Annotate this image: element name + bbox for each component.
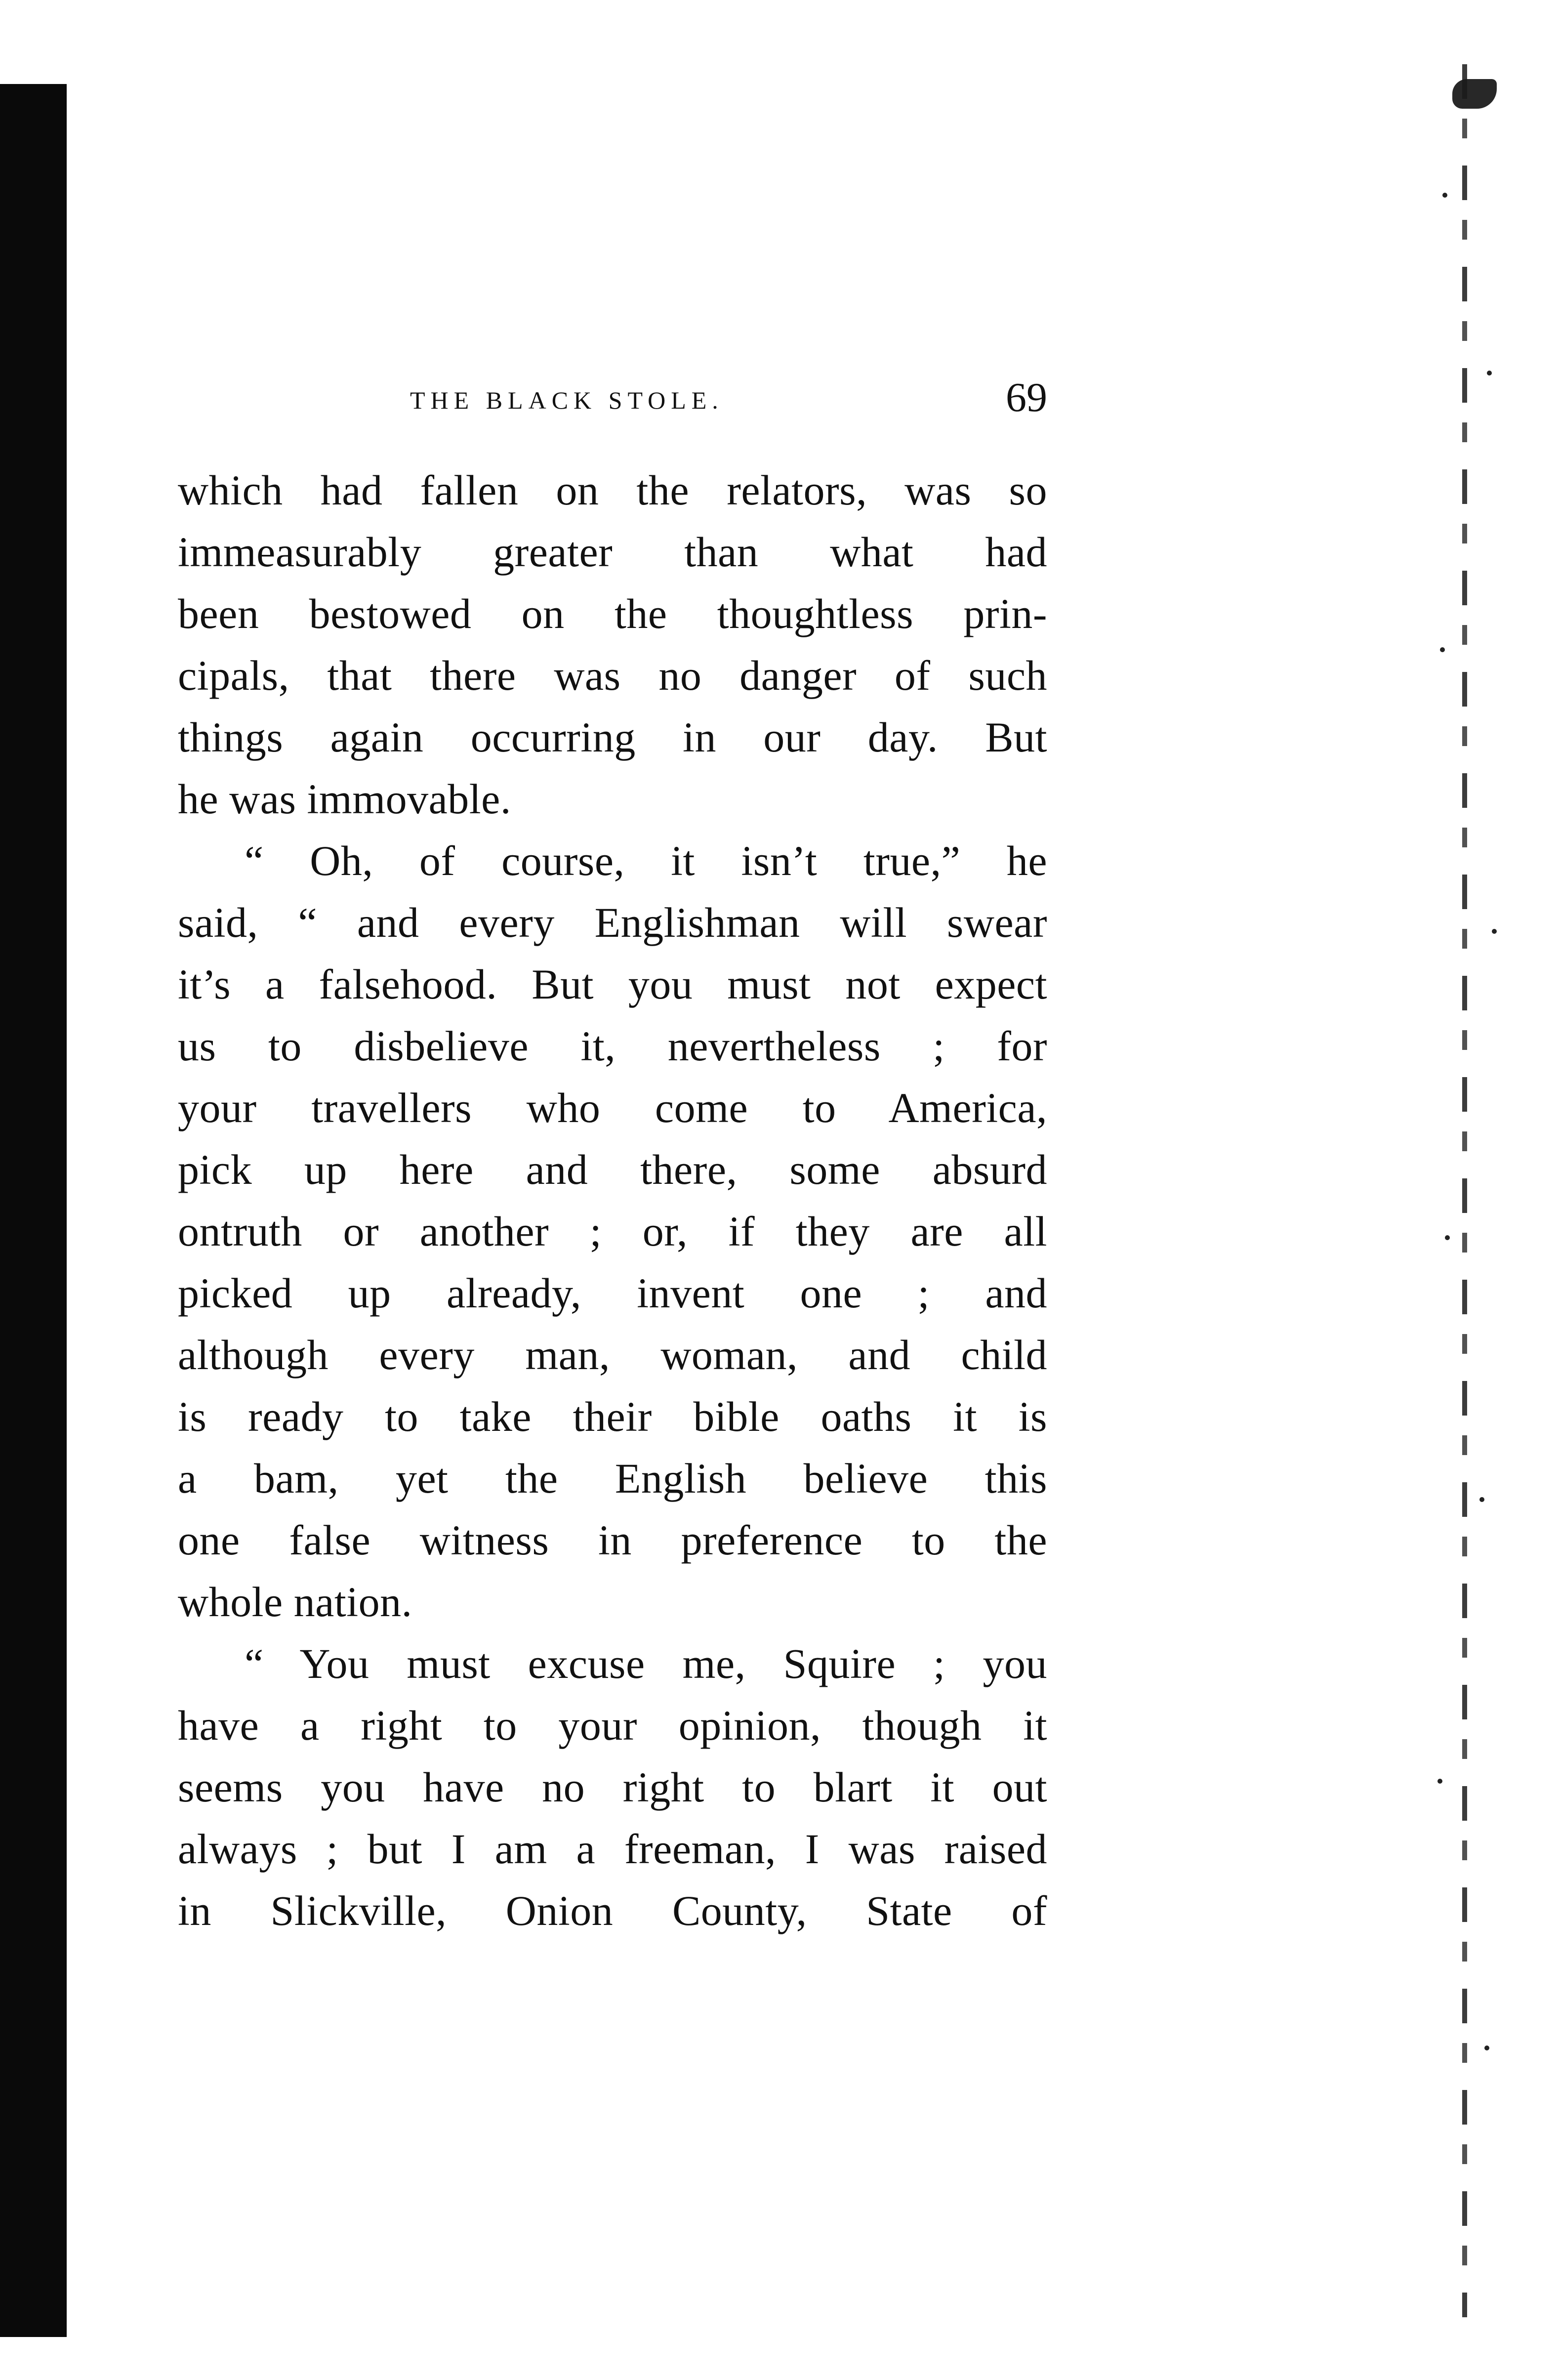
text-line: “ Oh, of course, it isn’t true,” he xyxy=(245,837,1047,884)
text-line: is ready to take their bible oaths it is xyxy=(178,1393,1047,1440)
text-line: although every man, woman, and child xyxy=(178,1331,1047,1378)
ink-blot xyxy=(1452,79,1497,109)
text-line: ontruth or another ; or, if they are all xyxy=(178,1208,1047,1255)
running-title: THE BLACK STOLE. xyxy=(410,386,724,414)
speck xyxy=(1445,1235,1450,1240)
binding-shadow xyxy=(0,84,67,2337)
text-line: cipals, that there was no danger of such xyxy=(178,652,1047,699)
speck xyxy=(1487,371,1492,376)
speck xyxy=(1437,1779,1442,1784)
running-head xyxy=(410,376,1047,430)
text-line: it’s a falsehood. But you must not expect xyxy=(178,960,1047,1008)
text-line: picked up already, invent one ; and xyxy=(178,1269,1047,1317)
page-number: 69 xyxy=(1006,375,1047,420)
adjacent-page-edge xyxy=(1462,64,1467,2317)
text-line: always ; but I am a freeman, I was raised xyxy=(178,1825,1047,1873)
text-line: one false witness in preference to the xyxy=(178,1516,1047,1564)
text-line: your travellers who come to America, xyxy=(178,1084,1047,1131)
text-line: pick up here and there, some absurd xyxy=(178,1146,1047,1193)
speck xyxy=(1479,1497,1484,1502)
text-line: a bam, yet the English believe this xyxy=(178,1455,1047,1502)
speck xyxy=(1484,2046,1489,2050)
text-line: he was immovable. xyxy=(178,775,511,823)
speck xyxy=(1440,647,1445,652)
text-line: “ You must excuse me, Squire ; you xyxy=(245,1640,1047,1687)
body-text xyxy=(178,459,1047,1942)
text-line: said, “ and every Englishman will swear xyxy=(178,899,1047,946)
text-line: have a right to your opinion, though it xyxy=(178,1702,1047,1749)
text-line: things again occurring in our day. But xyxy=(178,713,1047,761)
text-line: in Slickville, Onion County, State of xyxy=(178,1887,1047,1934)
text-line: seems you have no right to blart it out xyxy=(178,1763,1047,1811)
text-line: which had fallen on the relators, was so xyxy=(178,466,1047,514)
text-line: us to disbelieve it, nevertheless ; for xyxy=(178,1022,1047,1070)
text-line: whole nation. xyxy=(178,1578,412,1626)
text-line: been bestowed on the thoughtless prin- xyxy=(178,590,1047,637)
speck xyxy=(1442,193,1447,198)
text-line: immeasurably greater than what had xyxy=(178,528,1047,576)
speck xyxy=(1492,929,1497,934)
page-edge-marks xyxy=(1433,64,1526,2317)
